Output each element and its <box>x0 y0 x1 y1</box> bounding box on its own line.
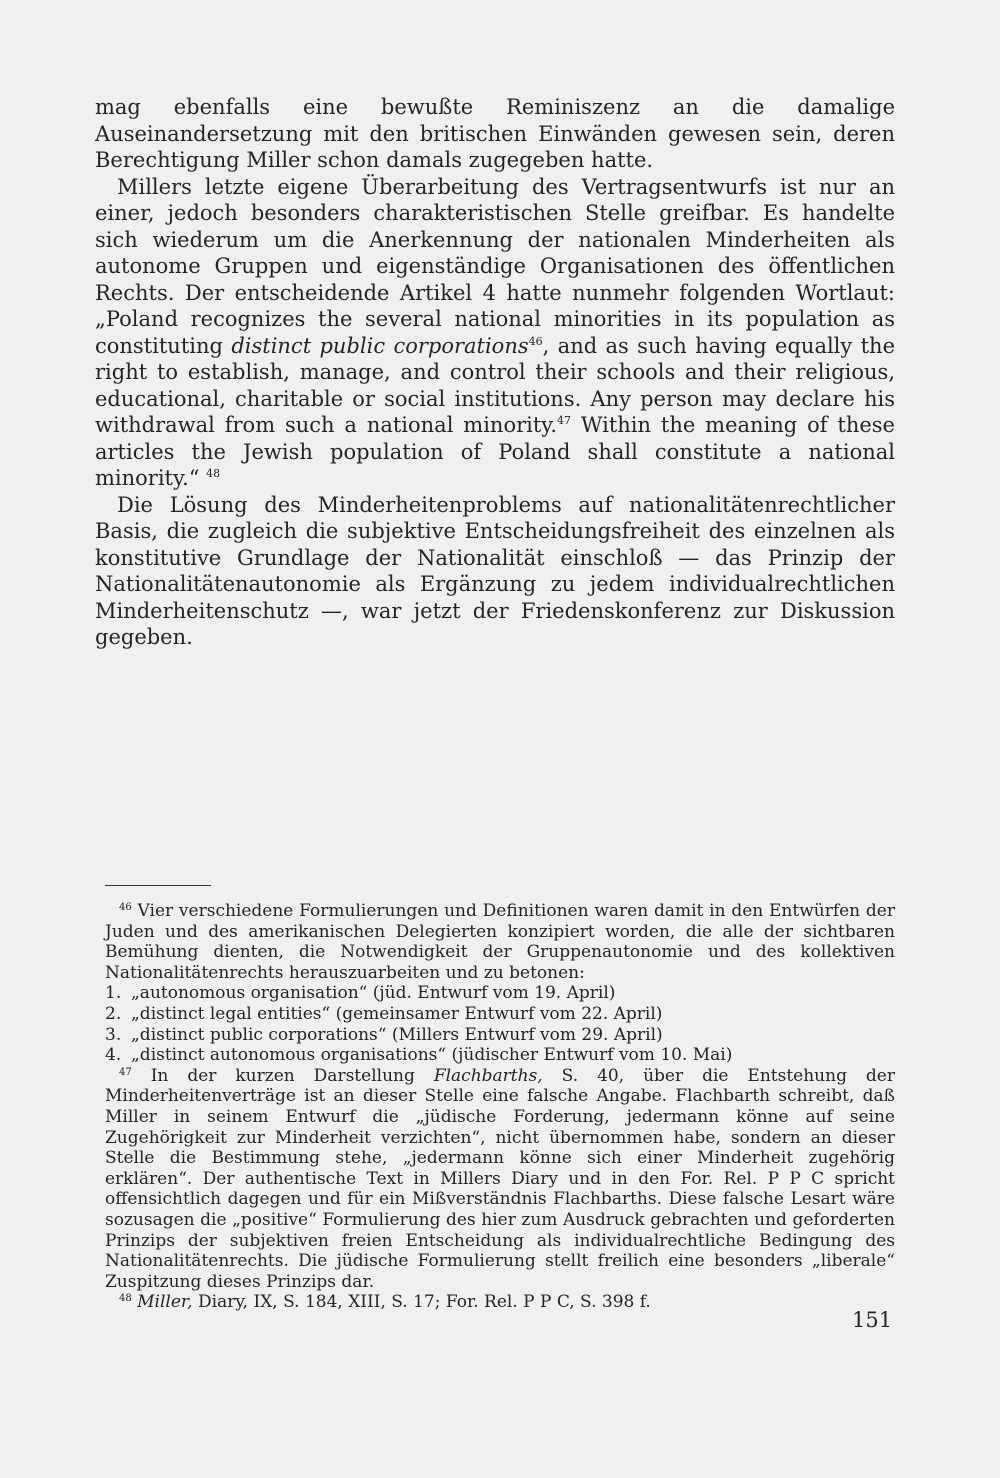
italic-phrase: distinct public corporations <box>231 333 529 358</box>
footnote-47-number: 47 <box>119 1066 132 1078</box>
list-item <box>105 1004 895 1025</box>
list-item-number: 1. <box>105 983 122 1004</box>
list-item <box>105 1025 895 1046</box>
list-item-number: 3. <box>105 1024 122 1045</box>
list-item <box>105 983 895 1004</box>
footnote-48-number: 48 <box>119 1293 132 1305</box>
list-item-text: „distinct public corporations“ (Millers Entwurf vom 29. April) <box>131 1024 663 1045</box>
footnote-46-number: 46 <box>119 902 132 913</box>
list-item-text: „distinct autonomous organisations“ (jüdischer Entwurf vom 10. Mai) <box>131 1045 733 1066</box>
paragraph-2 <box>95 174 895 492</box>
footnote-divider <box>105 885 211 886</box>
footnotes <box>105 901 895 1313</box>
page-number: 151 <box>852 1308 893 1332</box>
footnote-46-text: Vier verschiedene Formulierungen und Definitionen waren damit in den Entwürfen der Juden und des amerikanischen Delegierten konzipiert worden, die alle der sichtbaren Bemühung dienten, die Notwendigkeit der Gruppenautonomie und des kollektiven Nationalitätenrechts herauszuarbeiten und zu betonen: <box>105 901 895 983</box>
footnote-ref-47[interactable]: 47 <box>557 414 572 427</box>
footnote-ref-48[interactable]: 48 <box>206 467 221 480</box>
footnote-48 <box>105 1292 895 1313</box>
footnote-46 <box>105 901 895 983</box>
footnote-47-pre: In der kurzen Darstellung <box>150 1065 434 1086</box>
paragraph-2-part-b: , and as such having equally the right to establish, manage, and control their schools and their religious, educational, charitable or social institutions. Any person may declare his withdrawal from such a national minority. <box>95 333 896 437</box>
paragraph-2-part-c: Within the meaning of these articles the Jewish population of Poland shall constitute a national minority.“ <box>95 413 895 490</box>
footnote-47-author: Flachbarths, <box>433 1065 543 1086</box>
list-item-text: „distinct legal entities“ (gemeinsamer Entwurf vom 22. April) <box>131 1003 663 1024</box>
footnote-48-author: Miller, <box>137 1292 193 1313</box>
paragraph-1: mag ebenfalls eine bewußte Reminiszenz an die damalige Auseinandersetzung mit den britischen Einwänden gewesen sein, deren Berechtigung Miller schon damals zugegeben hatte. <box>95 95 895 172</box>
list-item-number: 4. <box>105 1045 122 1066</box>
footnote-ref-46[interactable]: 46 <box>528 334 543 348</box>
footnote-47-text: S. 40, über die Entstehung der Minderheitenverträge ist an dieser Stelle eine falsche Angabe. Flachbarth schreibt, daß Miller in seinem Entwurf die „jüdische Forderung, jedermann könne auf seine Zugehörigkeit zur Minderheit verzichten“, nicht übernommen habe, sondern an dieser Stelle die Bestimmung stehe, „jedermann könne sich einer Minderheit zugehörig erklären“. Der authentische Text in Millers Diary und in den For. Rel. P P C spricht offensichtlich dagegen und für ein Mißverständnis Flachbarths. Diese falsche Lesart wäre sozusagen die „positive“ Formulierung des hier zum Ausdruck gebrachten und geforderten Prinzips der subjektiven freien Entscheidung als individualrechtliche Bedingung des Nationalitätenrechts. Die jüdische Formulierung stellt freilich eine besonders „liberale“ Zuspitzung dieses Prinzips dar. <box>105 1065 895 1292</box>
main-text <box>95 94 895 651</box>
footnote-48-text: Diary, IX, S. 184, XIII, S. 17; For. Rel. P P C, S. 398 f. <box>192 1292 651 1313</box>
paragraph-3: Die Lösung des Minderheitenproblems auf nationalitätenrechtlicher Basis, die zugleich die subjektive Entscheidungsfreiheit des einzelnen als konstitutive Grundlage der Nationalität einschloß — das Prinzip der Nationalitätenautonomie als Ergänzung zu jedem individualrechtlichen Minderheitenschutz —, war jetzt der Friedenskonferenz zur Diskussion gegeben. <box>95 492 895 649</box>
footnote-47 <box>105 1066 895 1293</box>
list-item-number: 2. <box>105 1003 122 1024</box>
list-item <box>105 1045 895 1066</box>
paragraph-2-part-a: Millers letzte eigene Überarbeitung des Vertragsentwurfs ist nur an einer, jedoch besonders charakteristischen Stelle greifbar. Es handelte sich wiederum um die Anerkennung der nationalen Minderheiten als autonome Gruppen und eigenständige Organisationen des öffentlichen Rechts. Der entscheidende Artikel 4 hatte nunmehr folgenden Wortlaut: „Poland recognizes the several national minorities in its population as constituting <box>95 174 895 358</box>
list-item-text: „autonomous organisation“ (jüd. Entwurf vom 19. April) <box>131 983 616 1004</box>
